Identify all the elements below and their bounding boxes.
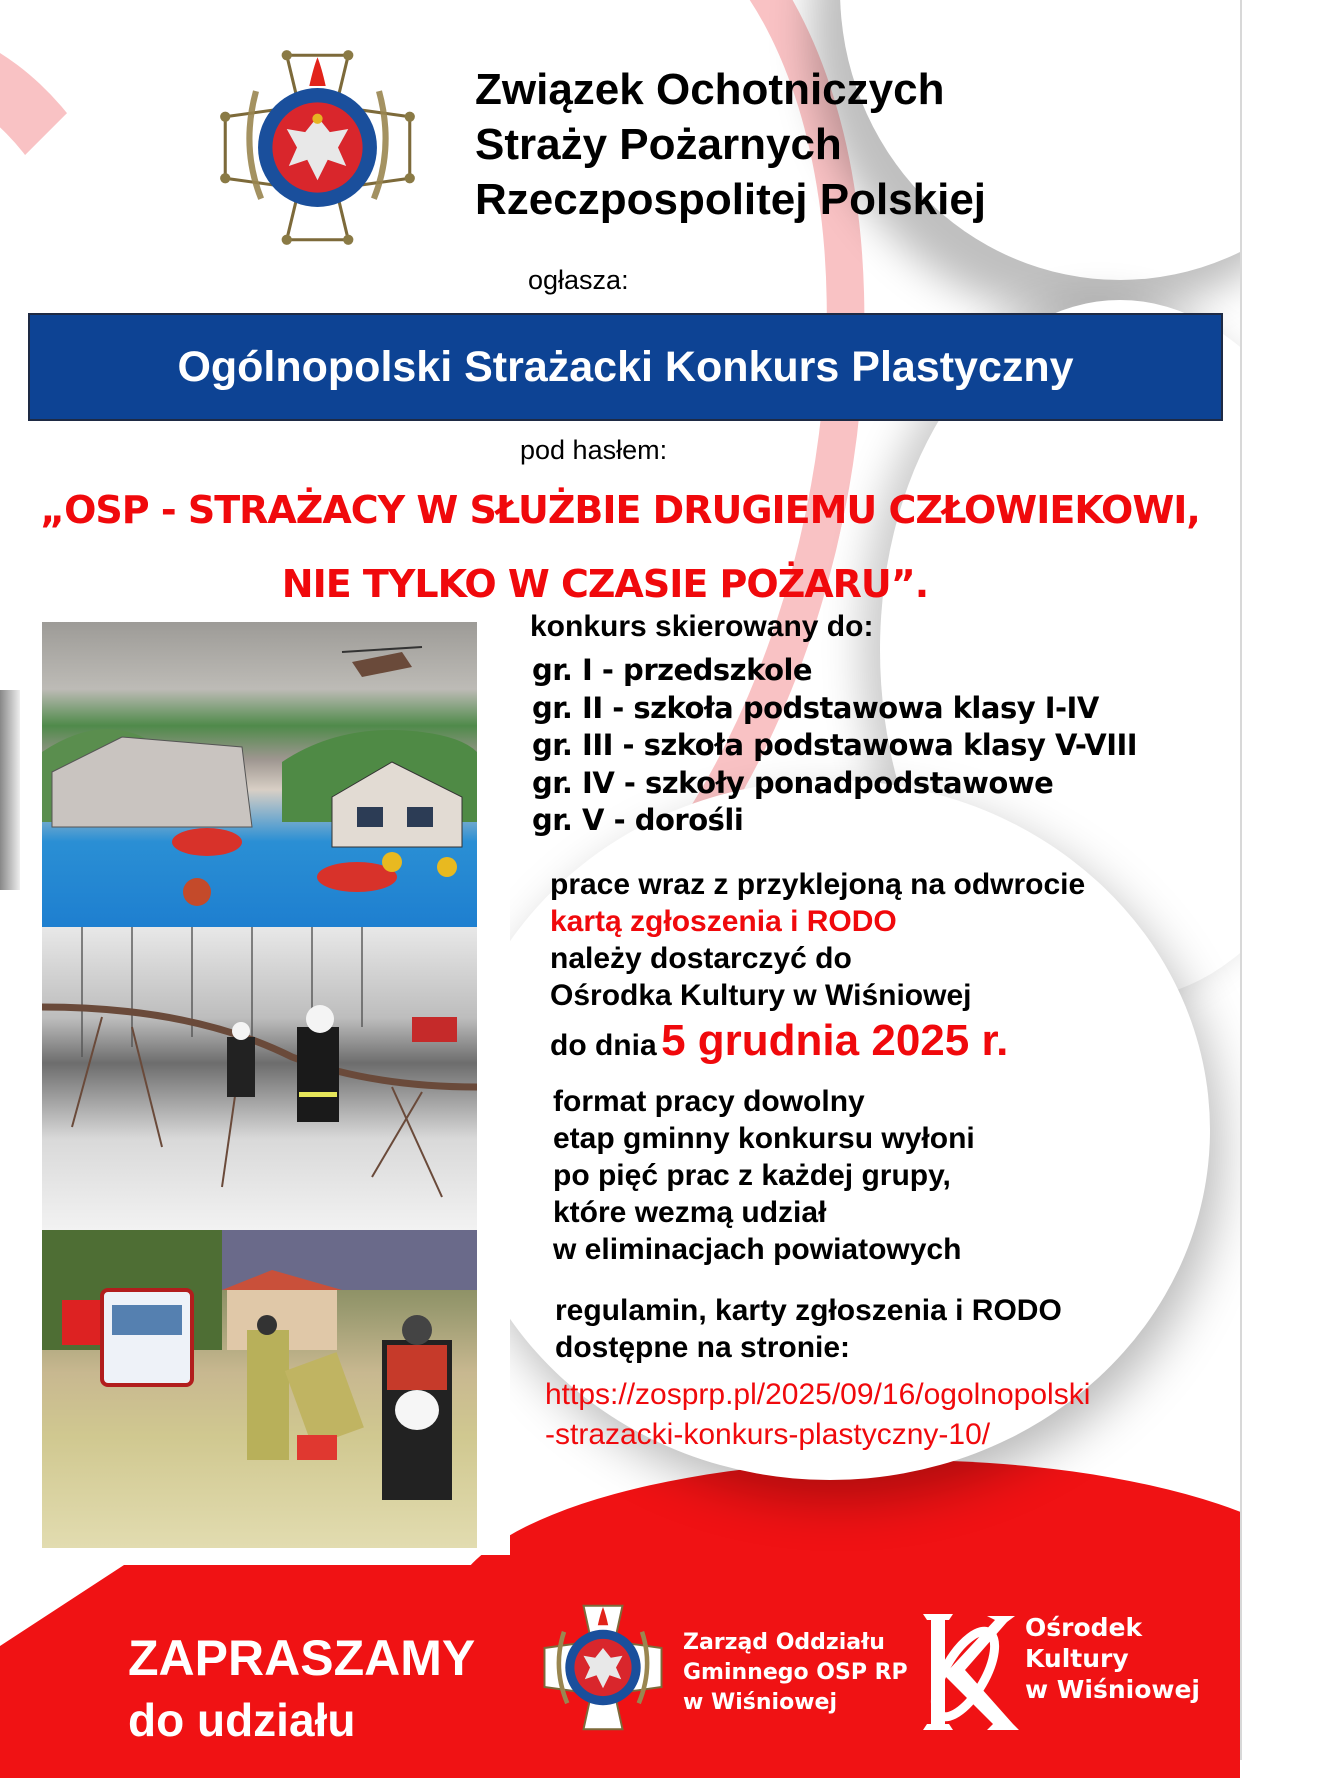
snow-scene-icon xyxy=(42,927,477,1230)
zosp-rp-emblem-icon xyxy=(215,45,420,250)
delivery-info xyxy=(550,866,1085,1014)
group-item: gr. V - dorośli xyxy=(532,803,744,837)
rules-link-line-1[interactable]: https://zosprp.pl/2025/09/16/ogolnopolski xyxy=(545,1378,1091,1411)
entry-form-highlight: kartą zgłoszenia i RODO xyxy=(550,905,897,938)
rules-link[interactable] xyxy=(545,1375,1090,1455)
format-line: po pięć prac z każdej grupy, xyxy=(553,1159,951,1192)
group-item: gr. IV - szkoły ponadpodstawowe xyxy=(532,765,1054,800)
invitation xyxy=(128,1628,475,1750)
format-line: etap gminny konkursu wyłoni xyxy=(553,1122,975,1155)
group-item: gr. I - przedszkole xyxy=(532,653,813,687)
osp-branch-name xyxy=(683,1628,908,1718)
format-line: w eliminacjach powiatowych xyxy=(553,1233,962,1266)
slogan-line-2: NIE TYLKO W CZASIE POŻARU”. xyxy=(281,562,929,606)
flood-scene-icon xyxy=(42,622,477,927)
delivery-line: prace wraz z przyklejoną na odwrocie xyxy=(550,868,1086,901)
flood-rescue-painting xyxy=(42,622,477,927)
deadline xyxy=(550,1016,1008,1066)
osp-branch-line: Gminnego OSP RP xyxy=(683,1660,908,1685)
decor-grey-wedge xyxy=(0,690,20,890)
format-line: format pracy dowolny xyxy=(553,1085,865,1118)
motto-label: pod hasłem: xyxy=(520,435,668,465)
cultural-center-line: Ośrodek xyxy=(1025,1613,1143,1642)
rules-line: regulamin, karty zgłoszenia i RODO xyxy=(555,1294,1062,1327)
group-item: gr. III - szkoła podstawowa klasy V-VIII xyxy=(532,728,1138,762)
org-title-line: Straży Pożarnych xyxy=(475,120,842,169)
rules-line: dostępne na stronie: xyxy=(555,1331,851,1364)
age-groups-list xyxy=(532,652,1137,840)
announces-label: ogłasza: xyxy=(528,265,629,295)
delivery-line: Ośrodka Kultury w Wiśniowej xyxy=(550,979,972,1012)
cultural-center-name xyxy=(1025,1612,1200,1705)
deadline-date: 5 grudnia 2025 r. xyxy=(661,1016,1009,1065)
osp-branch-emblem-icon xyxy=(538,1595,668,1740)
snow-tree-cutting-painting xyxy=(42,927,477,1230)
cultural-center-ok-logo-icon xyxy=(915,1612,1020,1732)
invite-subline: do udziału xyxy=(128,1694,356,1746)
invite-headline: ZAPRASZAMY xyxy=(128,1630,476,1686)
street-flood-pumping-painting xyxy=(42,1230,477,1548)
page-edge xyxy=(1240,0,1242,1760)
format-line: które wezmą udział xyxy=(553,1196,827,1229)
cultural-center-line: w Wiśniowej xyxy=(1025,1675,1200,1704)
contest-title-banner xyxy=(28,313,1223,421)
rules-info xyxy=(555,1292,1062,1366)
target-audience-label: konkurs skierowany do: xyxy=(530,610,874,643)
deadline-prefix: do dnia xyxy=(550,1029,657,1062)
osp-branch-line: w Wiśniowej xyxy=(683,1690,837,1715)
osp-branch-line: Zarząd Oddziału xyxy=(683,1630,885,1655)
format-info xyxy=(553,1083,975,1268)
rules-link-line-2[interactable]: -strazacki-konkurs-plastyczny-10/ xyxy=(545,1418,991,1451)
slogan-line-1: „OSP - STRAŻACY W SŁUŻBIE DRUGIEMU CZŁOWIEKOWI, xyxy=(40,488,1200,532)
group-item: gr. II - szkoła podstawowa klasy I-IV xyxy=(532,690,1099,725)
org-title-line: Rzeczpospolitej Polskiej xyxy=(475,175,987,224)
street-flood-scene-icon xyxy=(42,1230,477,1548)
organization-title xyxy=(475,62,986,227)
cultural-center-line: Kultury xyxy=(1025,1644,1129,1673)
org-title-line: Związek Ochotniczych xyxy=(475,65,945,114)
delivery-line: należy dostarczyć do xyxy=(550,942,852,975)
contest-title: Ogólnopolski Strażacki Konkurs Plastyczny xyxy=(177,342,1074,391)
